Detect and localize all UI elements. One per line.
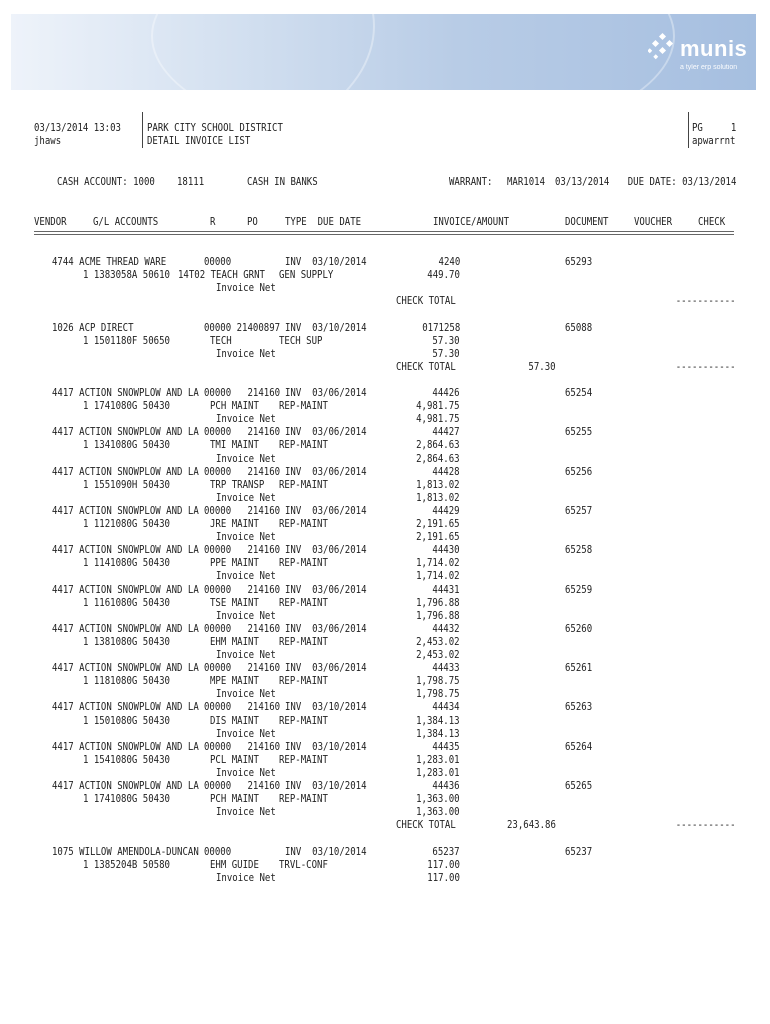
header-divider-right [688,112,689,148]
invoice-net-label: Invoice Net [216,649,276,661]
invoice-net-label: Invoice Net [216,806,276,819]
report-title: DETAIL INVOICE LIST [147,135,251,147]
munis-logo [648,32,748,82]
check-dashes: ----------- [676,295,736,308]
gl-department: PPE MAINT [210,557,259,570]
check-dashes: ----------- [676,360,736,373]
invoice-net-label: Invoice Net [216,491,276,504]
logo-name: munis [680,36,748,61]
col-invoice-amount: INVOICE/AMOUNT [433,216,510,228]
vendor-name: 1075 WILLOW AMENDOLA-DUNCAN [52,845,199,858]
col-check: CHECK [698,216,726,228]
gl-department: EHM MAINT [210,635,259,648]
document-number: 65257 [565,504,593,517]
gl-description: TECH SUP [279,334,323,347]
gl-description: REP-MAINT [279,518,328,530]
reference-po: 00000 [204,845,232,858]
line-amount: 2,191.65 [416,518,460,530]
document-number: 65260 [565,622,593,635]
vendor-name: 1026 ACP DIRECT [52,321,134,334]
invoice-number: 44428 [432,465,460,478]
type-due-date: INV 03/10/2014 [285,256,367,268]
document-number: 65255 [565,426,593,439]
document-number: 65263 [565,701,593,714]
type-due-date: INV 03/06/2014 [285,662,367,675]
gl-description: REP-MAINT [279,596,328,609]
document-number: 65254 [565,387,593,399]
document-number: 65088 [565,321,593,334]
col-gl-accounts: G/L ACCOUNTS [93,216,159,228]
vendor-name: 4417 ACTION SNOWPLOW AND LA [52,465,199,478]
check-total-amount: 57.30 [528,360,556,373]
reference-po: 00000 214160 [204,583,281,596]
reference-po: 00000 21400897 [204,321,281,334]
gl-description: REP-MAINT [279,557,328,570]
gl-description: REP-MAINT [279,793,328,806]
logo-tagline: a tyler erp solution [680,64,738,71]
type-due-date: INV 03/10/2014 [285,321,367,334]
vendor-name: 4417 ACTION SNOWPLOW AND LA [52,740,199,753]
gl-department: TSE MAINT [210,596,259,609]
due-date: DUE DATE: 03/13/2014 [627,176,736,188]
invoice-net-label: Invoice Net [216,727,276,740]
district-name: PARK CITY SCHOOL DISTRICT [147,122,283,134]
vendor-name: 4417 ACTION SNOWPLOW AND LA [52,387,199,399]
line-amount: 1,714.02 [416,557,460,570]
line-amount: 449.70 [427,269,460,282]
invoice-net-amount: 1,384.13 [416,727,460,740]
warrant-label: WARRANT: [449,176,493,188]
reference-po: 00000 214160 [204,465,281,478]
warrant-id: MAR1014 [507,176,546,188]
line-amount: 1,813.02 [416,478,460,491]
vendor-name: 4417 ACTION SNOWPLOW AND LA [52,780,199,792]
type-due-date: INV 03/06/2014 [285,426,367,439]
gl-account: 1 1341080G 50430 [83,439,170,452]
header-rule [34,231,734,235]
check-total-label: CHECK TOTAL [396,295,456,308]
gl-description: TRVL-CONF [279,858,328,871]
check-total-amount: 23,643.86 [507,819,556,832]
document-number: 65264 [565,740,593,753]
invoice-net-label: Invoice Net [216,766,276,779]
col-po: PO [247,216,258,228]
invoice-number: 44426 [432,387,460,399]
invoice-number: 44432 [432,622,460,635]
gl-description: REP-MAINT [279,439,328,452]
invoice-net-label: Invoice Net [216,452,276,465]
gl-account: 1 1181080G 50430 [83,675,170,688]
invoice-net-amount: 57.30 [432,347,460,360]
reference-po: 00000 214160 [204,622,281,635]
vendor-name: 4417 ACTION SNOWPLOW AND LA [52,662,199,675]
type-due-date: INV 03/06/2014 [285,465,367,478]
gl-account: 1 1741080G 50430 [83,400,170,413]
document-number: 65258 [565,544,593,557]
invoice-number: 44430 [432,544,460,557]
line-amount: 117.00 [427,858,460,871]
type-due-date: INV 03/10/2014 [285,845,367,858]
line-amount: 2,453.02 [416,635,460,648]
invoice-number: 65237 [432,845,460,858]
vendor-name: 4417 ACTION SNOWPLOW AND LA [52,544,199,557]
check-dashes: ----------- [676,819,736,832]
line-amount: 4,981.75 [416,400,460,413]
gl-account: 1 1501080G 50430 [83,714,170,727]
gl-account: 1 1541080G 50430 [83,753,170,766]
check-total-label: CHECK TOTAL [396,360,456,373]
type-due-date: INV 03/10/2014 [285,701,367,714]
gl-department: PCL MAINT [210,753,259,766]
logo-mark-icon [648,32,678,62]
cash-account-name: CASH IN BANKS [247,176,318,188]
vendor-name: 4417 ACTION SNOWPLOW AND LA [52,622,199,635]
gl-account: 1 1141080G 50430 [83,557,170,570]
gl-account: 1 1381080G 50430 [83,635,170,648]
vendor-name: 4417 ACTION SNOWPLOW AND LA [52,583,199,596]
document-number: 65237 [565,845,593,858]
invoice-net-amount: 2,453.02 [416,649,460,661]
gl-department: TRP TRANSP [210,478,265,491]
type-due-date: INV 03/06/2014 [285,387,367,399]
col-vendor: VENDOR [34,216,67,228]
gl-description: REP-MAINT [279,478,328,491]
invoice-number: 44431 [432,583,460,596]
line-amount: 57.30 [432,334,460,347]
gl-description: REP-MAINT [279,400,328,413]
type-due-date: INV 03/06/2014 [285,622,367,635]
invoice-number: 44435 [432,740,460,753]
col-r: R [210,216,216,228]
program-name: apwarrnt [692,135,736,147]
reference-po: 00000 214160 [204,780,281,792]
invoice-net-amount: 1,813.02 [416,491,460,504]
invoice-number: 44427 [432,426,460,439]
col-voucher: VOUCHER [634,216,673,228]
gl-description: REP-MAINT [279,714,328,727]
invoice-net-amount: 4,981.75 [416,413,460,426]
vendor-name: 4417 ACTION SNOWPLOW AND LA [52,701,199,714]
type-due-date: INV 03/06/2014 [285,583,367,596]
reference-po: 00000 [204,256,232,268]
invoice-net-amount: 1,283.01 [416,766,460,779]
invoice-net-amount: 2,864.63 [416,452,460,465]
type-due-date: INV 03/10/2014 [285,740,367,753]
page-label: PG [692,122,703,134]
line-amount: 1,363.00 [416,793,460,806]
document-number: 65261 [565,662,593,675]
cash-account-code: 18111 [177,176,205,188]
invoice-net-amount: 1,798.75 [416,688,460,701]
gl-department: 14T02 TEACH GRNT [178,269,265,282]
type-due-date: INV 03/06/2014 [285,504,367,517]
invoice-number: 44434 [432,701,460,714]
invoice-number: 44433 [432,662,460,675]
invoice-net-label: Invoice Net [216,688,276,701]
gl-department: PCH MAINT [210,400,259,413]
gl-description: GEN SUPPLY [279,269,334,282]
reference-po: 00000 214160 [204,701,281,714]
gl-department: MPE MAINT [210,675,259,688]
gl-department: DIS MAINT [210,714,259,727]
vendor-name: 4744 ACME THREAD WARE [52,256,167,268]
invoice-number: 44436 [432,780,460,792]
invoice-number: 4240 [438,256,460,268]
col-type-due-date: TYPE DUE DATE [285,216,362,228]
reference-po: 00000 214160 [204,426,281,439]
invoice-net-amount: 1,714.02 [416,570,460,583]
gl-description: REP-MAINT [279,635,328,648]
invoice-net-label: Invoice Net [216,347,276,360]
gl-department: PCH MAINT [210,793,259,806]
gl-description: REP-MAINT [279,675,328,688]
report-datetime: 03/13/2014 13:03 [34,122,121,134]
invoice-net-amount: 1,363.00 [416,806,460,819]
type-due-date: INV 03/10/2014 [285,780,367,792]
document-number: 65293 [565,256,593,268]
reference-po: 00000 214160 [204,504,281,517]
document-number: 65265 [565,780,593,792]
invoice-net-label: Invoice Net [216,531,276,544]
report-user: jhaws [34,135,62,147]
vendor-name: 4417 ACTION SNOWPLOW AND LA [52,504,199,517]
invoice-net-amount: 2,191.65 [416,531,460,544]
gl-description: REP-MAINT [279,753,328,766]
col-document: DOCUMENT [565,216,609,228]
gl-account: 1 1551090H 50430 [83,478,170,491]
invoice-net-label: Invoice Net [216,609,276,622]
document-number: 65256 [565,465,593,478]
reference-po: 00000 214160 [204,544,281,557]
invoice-net-label: Invoice Net [216,570,276,583]
line-amount: 1,796.88 [416,596,460,609]
warrant-date: 03/13/2014 [555,176,610,188]
page-number: 1 [730,122,736,134]
line-amount: 1,283.01 [416,753,460,766]
line-amount: 1,798.75 [416,675,460,688]
gl-account: 1 1385204B 50580 [83,858,170,871]
invoice-number: 0171258 [421,321,460,334]
gl-department: EHM GUIDE [210,858,259,871]
gl-department: TMI MAINT [210,439,259,452]
check-total-label: CHECK TOTAL [396,819,456,832]
reference-po: 00000 214160 [204,662,281,675]
cash-account: CASH ACCOUNT: 1000 [57,176,155,188]
line-amount: 1,384.13 [416,714,460,727]
invoice-net-label: Invoice Net [216,413,276,426]
gl-department: TECH [210,334,232,347]
invoice-number: 44429 [432,504,460,517]
gl-account: 1 1501180F 50650 [83,334,170,347]
gl-account: 1 1161080G 50430 [83,596,170,609]
reference-po: 00000 214160 [204,387,281,399]
gl-account: 1 1121080G 50430 [83,518,170,530]
invoice-net-label: Invoice Net [216,282,276,295]
header-divider-left [142,112,143,148]
invoice-net-label: Invoice Net [216,871,276,884]
reference-po: 00000 214160 [204,740,281,753]
gl-account: 1 1741080G 50430 [83,793,170,806]
report-banner [11,14,756,90]
line-amount: 2,864.63 [416,439,460,452]
gl-department: JRE MAINT [210,518,259,530]
document-number: 65259 [565,583,593,596]
invoice-net-amount: 1,796.88 [416,609,460,622]
type-due-date: INV 03/06/2014 [285,544,367,557]
gl-account: 1 1383058A 50610 [83,269,170,282]
vendor-name: 4417 ACTION SNOWPLOW AND LA [52,426,199,439]
invoice-net-amount: 117.00 [427,871,460,884]
